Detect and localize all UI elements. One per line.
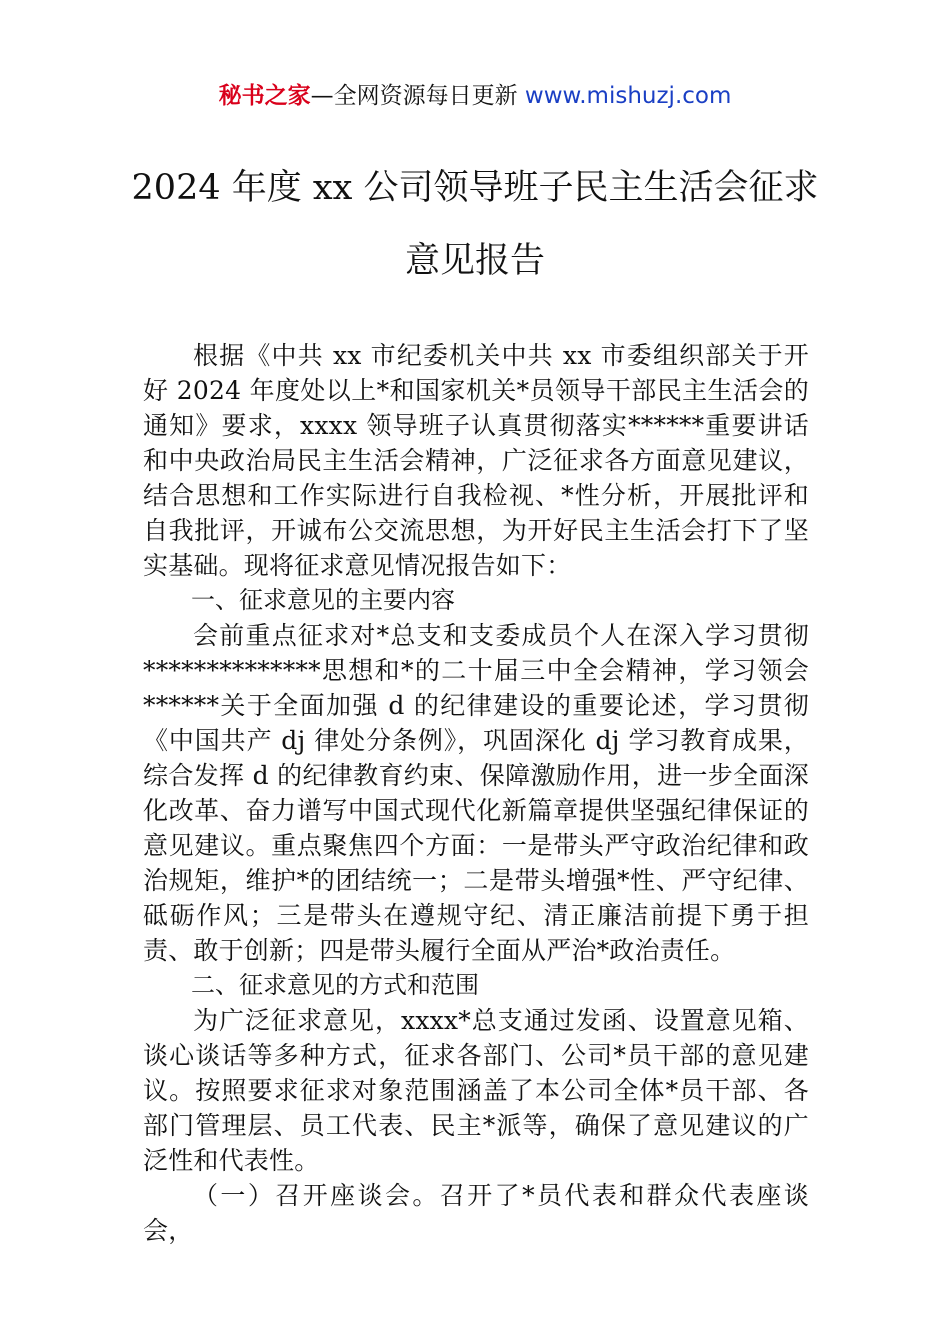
site-url[interactable]: www.mishuzj.com (524, 83, 732, 109)
document-title (120, 152, 830, 298)
subsection-1-paragraph: （一）召开座谈会。召开了*员代表和群众代表座谈会， (143, 1181, 809, 1245)
section-1-paragraph: 会前重点征求对*总支和支委成员个人在深入学习贯彻**************思想和*的二十届三中全会精神，学习领会******关于全面加强 d 的纪律建设的重要论述，学习贯彻《中国共产 dj 律处分条例》，巩固深化 dj 学习教育成果，综合发挥 d 的纪律教育约束、保障激励作用，进一步全面深化改革、奋力谱写中国式现代化新篇章提供坚强纪律保证的意见建议。重点聚焦四个方面：一是带头严守政治纪律和政治规矩，维护*的团结统一；二是带头增强*性、严守纪律、砥砺作风；三是带头在遵规守纪、清正廉洁前提下勇于担责、敢于创新；四是带头履行全面从严治*政治责任。 (143, 621, 809, 965)
site-tagline: —全网资源每日更新 (310, 83, 525, 109)
section-2-heading: 二、征求意见的方式和范围 (191, 971, 479, 999)
title-line-1: 2024 年度 xx 公司领导班子民主生活会征求 (131, 168, 819, 208)
section-2-paragraph: 为广泛征求意见，xxxx*总支通过发函、设置意见箱、谈心谈话等多种方式，征求各部门、公司*员干部的意见建议。按照要求征求对象范围涵盖了本公司全体*员干部、各部门管理层、员工代表、民主*派等，确保了意见建议的广泛性和代表性。 (143, 1006, 809, 1175)
title-line-2: 意见报告 (404, 241, 545, 281)
intro-paragraph: 根据《中共 xx 市纪委机关中共 xx 市委组织部关于开好 2024 年度处以上*和国家机关*员领导干部民主生活会的通知》要求，xxxx 领导班子认真贯彻落实******重要讲话和中央政治局民主生活会精神，广泛征求各方面意见建议，结合思想和工作实际进行自我检视、*性分析，开展批评和自我批评，开诚布公交流思想，为开好民主生活会打下了坚实基础。现将征求意见情况报告如下： (143, 341, 809, 580)
site-brand: 秘书之家 (218, 83, 311, 109)
site-header (0, 80, 950, 112)
document-body (143, 338, 809, 1248)
section-1-heading: 一、征求意见的主要内容 (191, 586, 455, 614)
